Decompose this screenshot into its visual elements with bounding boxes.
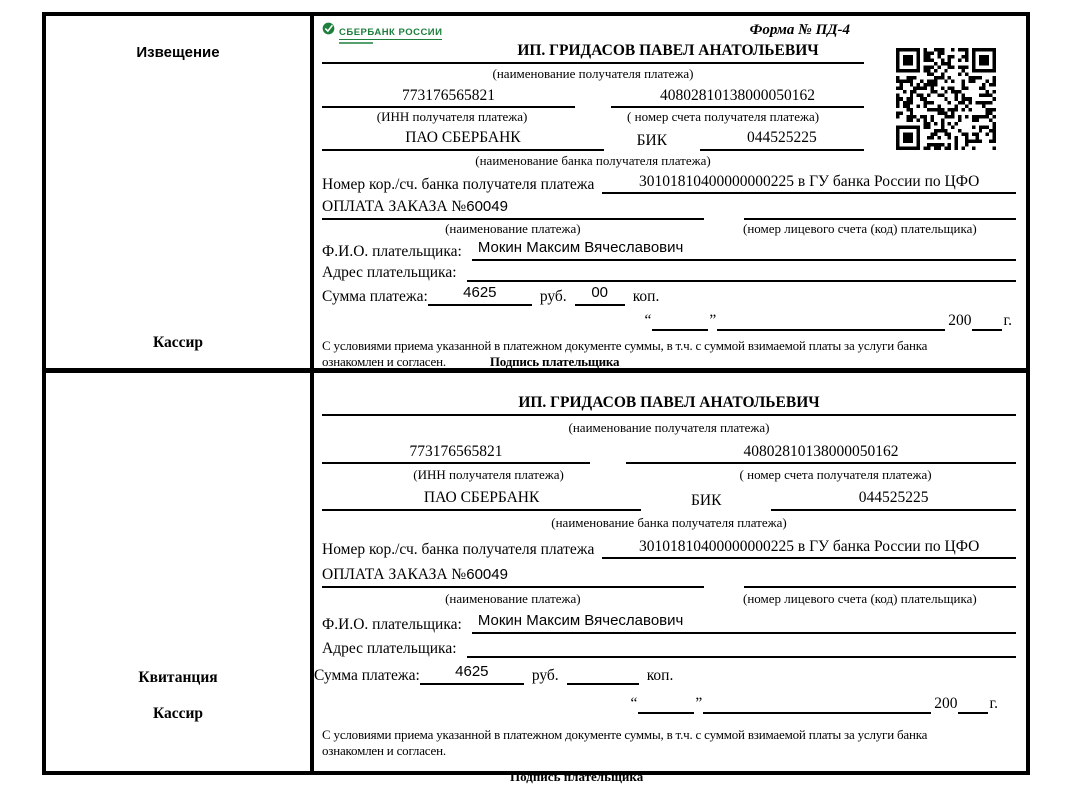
terms-line2-row <box>322 354 1016 371</box>
year-prefix: 200 <box>934 695 958 713</box>
payment-purpose <box>322 565 704 588</box>
bik-label: БИК <box>636 132 668 150</box>
payer-address-row <box>322 639 1016 658</box>
payer-name-row <box>322 612 1016 634</box>
form-area-top <box>314 16 1026 368</box>
inn-account-captions <box>322 109 864 125</box>
cashier-label-bottom: Кассир <box>152 705 204 722</box>
payment-purpose <box>322 197 704 220</box>
terms-block <box>322 338 1016 372</box>
caption-bank: (наименование банка получателя платежа) <box>551 514 787 530</box>
year-suffix: г. <box>1003 312 1012 330</box>
personal-account-blank <box>744 566 1016 588</box>
purpose-order-number: 60049 <box>466 198 508 216</box>
corr-account-label: Номер кор./сч. банка получателя платежа <box>322 540 595 558</box>
payer-name-value: Мокин Максим Вячеславович <box>472 612 1016 634</box>
sum-label: Сумма платежа: <box>322 287 428 305</box>
inn-value: 773176565821 <box>322 86 575 108</box>
form-area-bottom <box>314 373 1026 785</box>
date-row <box>322 311 1016 330</box>
year-blank <box>972 329 1002 331</box>
payer-address-label: Адрес плательщика: <box>322 640 457 657</box>
sum-label: Сумма платежа: <box>314 666 420 684</box>
sum-row <box>322 284 1016 306</box>
qr-canvas <box>896 48 996 150</box>
year-blank <box>958 712 988 714</box>
caption-personal-account: (номер лицевого счета (код) плательщика) <box>743 221 977 236</box>
bank-bik-row <box>322 488 1016 510</box>
sum-row <box>314 663 1016 685</box>
caption-payment: (наименование платежа) <box>445 221 581 236</box>
form-number-label: Форма № ПД-4 <box>749 22 850 38</box>
bik-label: БИК <box>691 492 722 510</box>
caption-account: ( номер счета получателя платежа) <box>627 109 820 124</box>
payer-signature-label: Подпись плательщика <box>489 354 620 370</box>
payer-address-row <box>322 263 1016 282</box>
payer-name-label: Ф.И.О. плательщика: <box>322 242 462 260</box>
caption-inn: (ИНН получателя платежа) <box>413 467 564 482</box>
date-month-blank <box>703 712 931 714</box>
inn-account-captions <box>322 467 1016 483</box>
bik-value: 044525225 <box>700 128 864 150</box>
inn-account-row <box>322 442 1016 464</box>
payer-name-row <box>322 239 1016 261</box>
terms-line2: ознакомлен и согласен. <box>322 743 446 759</box>
left-column-top <box>46 16 314 368</box>
corr-account-row <box>322 172 1016 194</box>
rub-label: руб. <box>531 666 559 684</box>
pd4-form <box>42 12 1030 785</box>
section-izveshchenie <box>46 16 1026 373</box>
corr-account-row <box>322 537 1016 559</box>
payer-address-blank <box>467 279 1016 282</box>
kop-label: коп. <box>646 666 674 684</box>
logo-tagline-bar <box>339 42 373 45</box>
purpose-label: ОПЛАТА ЗАКАЗА № <box>322 198 467 216</box>
bank-name-value: ПАО СБЕРБАНК <box>322 128 604 150</box>
recipient-title: ИП. ГРИДАСОВ ПАВЕЛ АНАТОЛЬЕВИЧ <box>322 41 864 64</box>
account-value: 40802810138000050162 <box>611 86 864 108</box>
left-column-bottom <box>46 373 314 771</box>
payer-address-label: Адрес плательщика: <box>322 264 457 281</box>
year-prefix: 200 <box>948 312 972 330</box>
inn-value: 773176565821 <box>322 442 590 464</box>
quote-open: “ <box>630 695 638 713</box>
qr-code <box>896 48 996 150</box>
terms-line1: С условиями приема указанной в платежном документе суммы, в т.ч. с суммой взимаемой платы за услуги банка <box>322 337 928 353</box>
terms-block <box>322 727 1016 761</box>
quote-close: ” <box>709 312 717 330</box>
purpose-captions <box>322 591 1016 607</box>
purpose-order-number: 60049 <box>466 566 508 584</box>
section-label-kvitanciya: Квитанция <box>138 669 218 686</box>
date-row <box>322 694 1016 713</box>
quote-close: ” <box>695 695 703 713</box>
payer-name-label: Ф.И.О. плательщика: <box>322 615 462 633</box>
payer-name-value: Мокин Максим Вячеславович <box>472 239 1016 261</box>
date-day-blank <box>652 329 708 331</box>
payment-purpose-row <box>322 565 1016 588</box>
recipient-title: ИП. ГРИДАСОВ ПАВЕЛ АНАТОЛЬЕВИЧ <box>322 393 1016 416</box>
sberbank-icon <box>322 22 335 35</box>
caption-personal-account: (номер лицевого счета (код) плательщика) <box>743 591 977 606</box>
corr-account-label: Номер кор./сч. банка получателя платежа <box>322 175 595 193</box>
sum-rub-value: 4625 <box>428 284 532 306</box>
payer-signature-label: Подпись плательщика <box>510 769 644 785</box>
terms-line1: С условиями приема указанной в платежном документе суммы, в т.ч. с суммой взимаемой платы за услуги банка <box>322 726 928 742</box>
purpose-captions <box>322 221 1016 237</box>
sum-rub-value: 4625 <box>420 663 524 685</box>
quote-open: “ <box>644 312 652 330</box>
sberbank-logo <box>322 21 442 44</box>
logo-text-block <box>339 21 442 44</box>
account-value: 40802810138000050162 <box>626 442 1016 464</box>
caption-recipient: (наименование получателя платежа) <box>568 420 770 436</box>
cashier-label-top: Кассир <box>152 334 204 351</box>
upper-block-top <box>322 21 864 169</box>
bank-name-value: ПАО СБЕРБАНК <box>322 488 641 510</box>
caption-account: ( номер счета получателя платежа) <box>739 467 932 482</box>
rub-label: руб. <box>539 287 567 305</box>
logo-text: СБЕРБАНК РОССИИ <box>339 27 443 38</box>
section-label-izveshchenie: Извещение <box>136 44 220 61</box>
inn-account-row <box>322 86 864 108</box>
terms-line2: ознакомлен и согласен. <box>322 354 446 370</box>
payer-address-blank <box>467 655 1016 658</box>
caption-bank: (наименование банка получателя платежа) <box>475 152 711 168</box>
purpose-label: ОПЛАТА ЗАКАЗА № <box>322 566 467 584</box>
personal-account-blank <box>744 198 1016 220</box>
date-month-blank <box>717 329 945 331</box>
bank-bik-row <box>322 128 864 150</box>
date-day-blank <box>638 712 694 714</box>
caption-inn: (ИНН получателя платежа) <box>376 109 528 124</box>
kop-label: коп. <box>632 287 660 305</box>
sum-kop-value: 00 <box>575 284 625 306</box>
sum-kop-value <box>567 682 639 685</box>
caption-recipient: (наименование получателя платежа) <box>492 66 694 82</box>
section-kvitanciya <box>46 373 1026 785</box>
bik-value: 044525225 <box>771 488 1016 510</box>
caption-payment: (наименование платежа) <box>445 591 581 606</box>
corr-account-value: 30101810400000000225 в ГУ банка России по ЦФО <box>602 172 1016 194</box>
corr-account-value: 30101810400000000225 в ГУ банка России по ЦФО <box>602 537 1016 559</box>
payment-purpose-row <box>322 197 1016 220</box>
year-suffix: г. <box>989 695 998 713</box>
